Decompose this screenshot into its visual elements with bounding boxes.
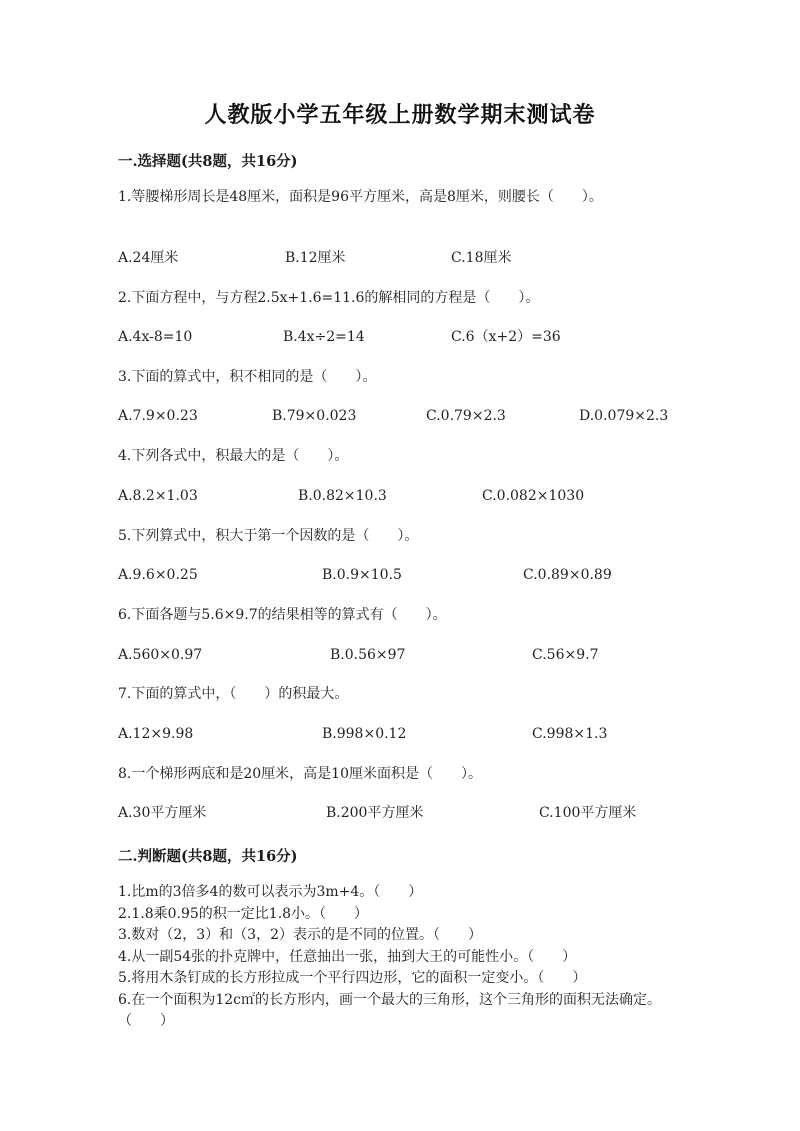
judgement-item: 1.比m的3倍多4的数可以表示为3m+4。（ ） — [118, 884, 423, 900]
option-b[interactable]: B.12厘米 — [285, 250, 346, 266]
options-row — [118, 326, 698, 348]
option-c[interactable]: C.0.082×1030 — [482, 488, 585, 504]
option-b[interactable]: B.998×0.12 — [322, 726, 407, 742]
option-a[interactable]: A.4x-8=10 — [118, 329, 193, 345]
option-a[interactable]: A.8.2×1.03 — [118, 488, 198, 504]
question-stem: 5.下列算式中，积大于第一个因数的是（ ）。 — [118, 528, 419, 544]
option-a[interactable]: A.30平方厘米 — [118, 805, 207, 821]
option-b[interactable]: B.4x÷2=14 — [283, 329, 365, 345]
options-row — [118, 723, 698, 745]
judgement-item: 6.在一个面积为12c㎡的长方形内，画一个最大的三角形，这个三角形的面积无法确定。（ ） — [118, 991, 662, 1029]
question-stem: 6.下面各题与5.6×9.7的结果相等的算式有（ ）。 — [118, 607, 447, 623]
option-c[interactable]: C.56×9.7 — [532, 647, 599, 663]
option-a[interactable]: A.7.9×0.23 — [118, 408, 198, 424]
option-a[interactable]: A.12×9.98 — [118, 726, 194, 742]
options-row — [118, 485, 698, 507]
option-b[interactable]: B.79×0.023 — [272, 408, 357, 424]
question-stem: 3.下面的算式中，积不相同的是（ ）。 — [118, 369, 377, 385]
option-c[interactable]: C.100平方厘米 — [539, 805, 637, 821]
question-stem: 1.等腰梯形周长是48厘米，面积是96平方厘米，高是8厘米，则腰长（ ）。 — [118, 189, 603, 205]
question-stem: 8.一个梯形两底和是20厘米，高是10厘米面积是（ ）。 — [118, 766, 482, 782]
option-d[interactable]: D.0.079×2.3 — [579, 408, 669, 424]
option-b[interactable]: B.0.9×10.5 — [322, 567, 402, 583]
option-b[interactable]: B.0.56×97 — [330, 647, 406, 663]
page-title: 人教版小学五年级上册数学期末测试卷 — [204, 102, 596, 128]
options-row — [118, 405, 698, 427]
option-a[interactable]: A.9.6×0.25 — [118, 567, 198, 583]
option-c[interactable]: C.998×1.3 — [532, 726, 608, 742]
option-a[interactable]: A.560×0.97 — [118, 647, 203, 663]
option-c[interactable]: C.6（x+2）=36 — [451, 329, 561, 345]
option-b[interactable]: B.200平方厘米 — [326, 805, 424, 821]
judgement-item: 2.1.8乘0.95的积一定比1.8小。（ ） — [118, 905, 369, 922]
judgement-item: 5.将用木条钉成的长方形拉成一个平行四边形，它的面积一定变小。（ ） — [118, 970, 587, 986]
section-heading-choice: 一.选择题(共8题，共16分) — [118, 153, 298, 170]
question-stem: 7.下面的算式中，（ ）的积最大。 — [118, 686, 349, 702]
options-row — [118, 644, 698, 666]
option-a[interactable]: A.24厘米 — [118, 250, 179, 266]
options-row — [118, 802, 698, 824]
question-stem: 4.下列各式中，积最大的是（ ）。 — [118, 448, 349, 464]
options-row — [118, 247, 698, 269]
judgement-list — [118, 882, 688, 1033]
option-c[interactable]: C.0.79×2.3 — [426, 408, 506, 424]
option-c[interactable]: C.0.89×0.89 — [523, 567, 612, 583]
options-row — [118, 564, 698, 586]
judgement-item: 4.从一副54张的扑克牌中，任意抽出一张，抽到大王的可能性小。（ ） — [118, 948, 577, 965]
judgement-item: 3.数对（2，3）和（3，2）表示的是不同的位置。（ ） — [118, 927, 482, 943]
option-c[interactable]: C.18厘米 — [451, 250, 512, 266]
section-heading-judgement: 二.判断题(共8题，共16分) — [118, 848, 298, 865]
question-stem: 2.下面方程中，与方程2.5x+1.6=11.6的解相同的方程是（ ）。 — [118, 290, 540, 306]
option-b[interactable]: B.0.82×10.3 — [298, 488, 387, 504]
